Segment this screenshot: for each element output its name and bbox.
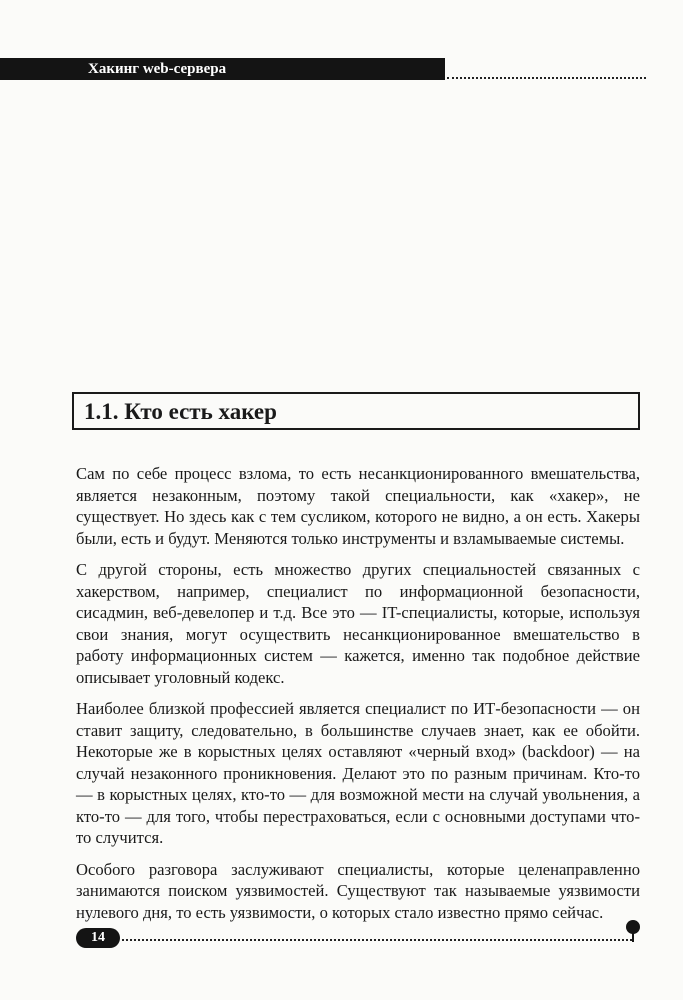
paragraph-4: Особого разговора заслуживают специалисты, которые целенаправленно занимаются поиском уязвимостей. Существуют так называемые уязвимости нулевого дня, то есть уязвимости, о которых стало известно прямо сейчас.	[76, 859, 640, 922]
page-number-badge	[76, 928, 120, 948]
paragraph-3: Наиболее близкой профессией является специалист по ИТ-безопасности — он ставит защиту, следовательно, в большинстве случаев знает, как ее обойти. Некоторые же в корыстных целях оставляют «черный вход» (backdoor) — на случай незаконного проникновения. Делают это по разным причинам. Кто-то — в корыстных целях, кто-то — для возможной мести на случай увольнения, а кто-то — для того, чтобы перестраховаться, если с основными доступами что-то случится.	[76, 699, 640, 847]
header-dotted-rule	[447, 77, 646, 79]
section-heading-box	[72, 392, 640, 430]
body-text	[76, 463, 640, 933]
page-number: 14	[91, 930, 105, 945]
section-heading: 1.1. Кто есть хакер	[84, 399, 277, 424]
paragraph-2: С другой стороны, есть множество других специальностей связанных с хакерством, например, специалист по информационной безопасности, сисадмин, веб-девелопер и т.д. Все это — IT-специалисты, которые, используя свои знания, могут осуществить несанкционированное вмешательство в работу информационных систем — кажется, именно так подобное действие описывает уголовный кодекс.	[76, 560, 640, 687]
footer-dot-ornament-tail	[632, 932, 634, 942]
running-header-title: Хакинг web-сервера	[88, 61, 227, 77]
paragraph-1: Сам по себе процесс взлома, то есть несанкционированного вмешательства, является незаконным, поэтому такой специальности, как «хакер», не существует. Но здесь как с тем сусликом, которого не видно, а он есть. Хакеры были, есть и будут. Меняются только инструменты и взламываемые системы.	[76, 464, 640, 548]
footer-dotted-rule	[122, 939, 632, 941]
